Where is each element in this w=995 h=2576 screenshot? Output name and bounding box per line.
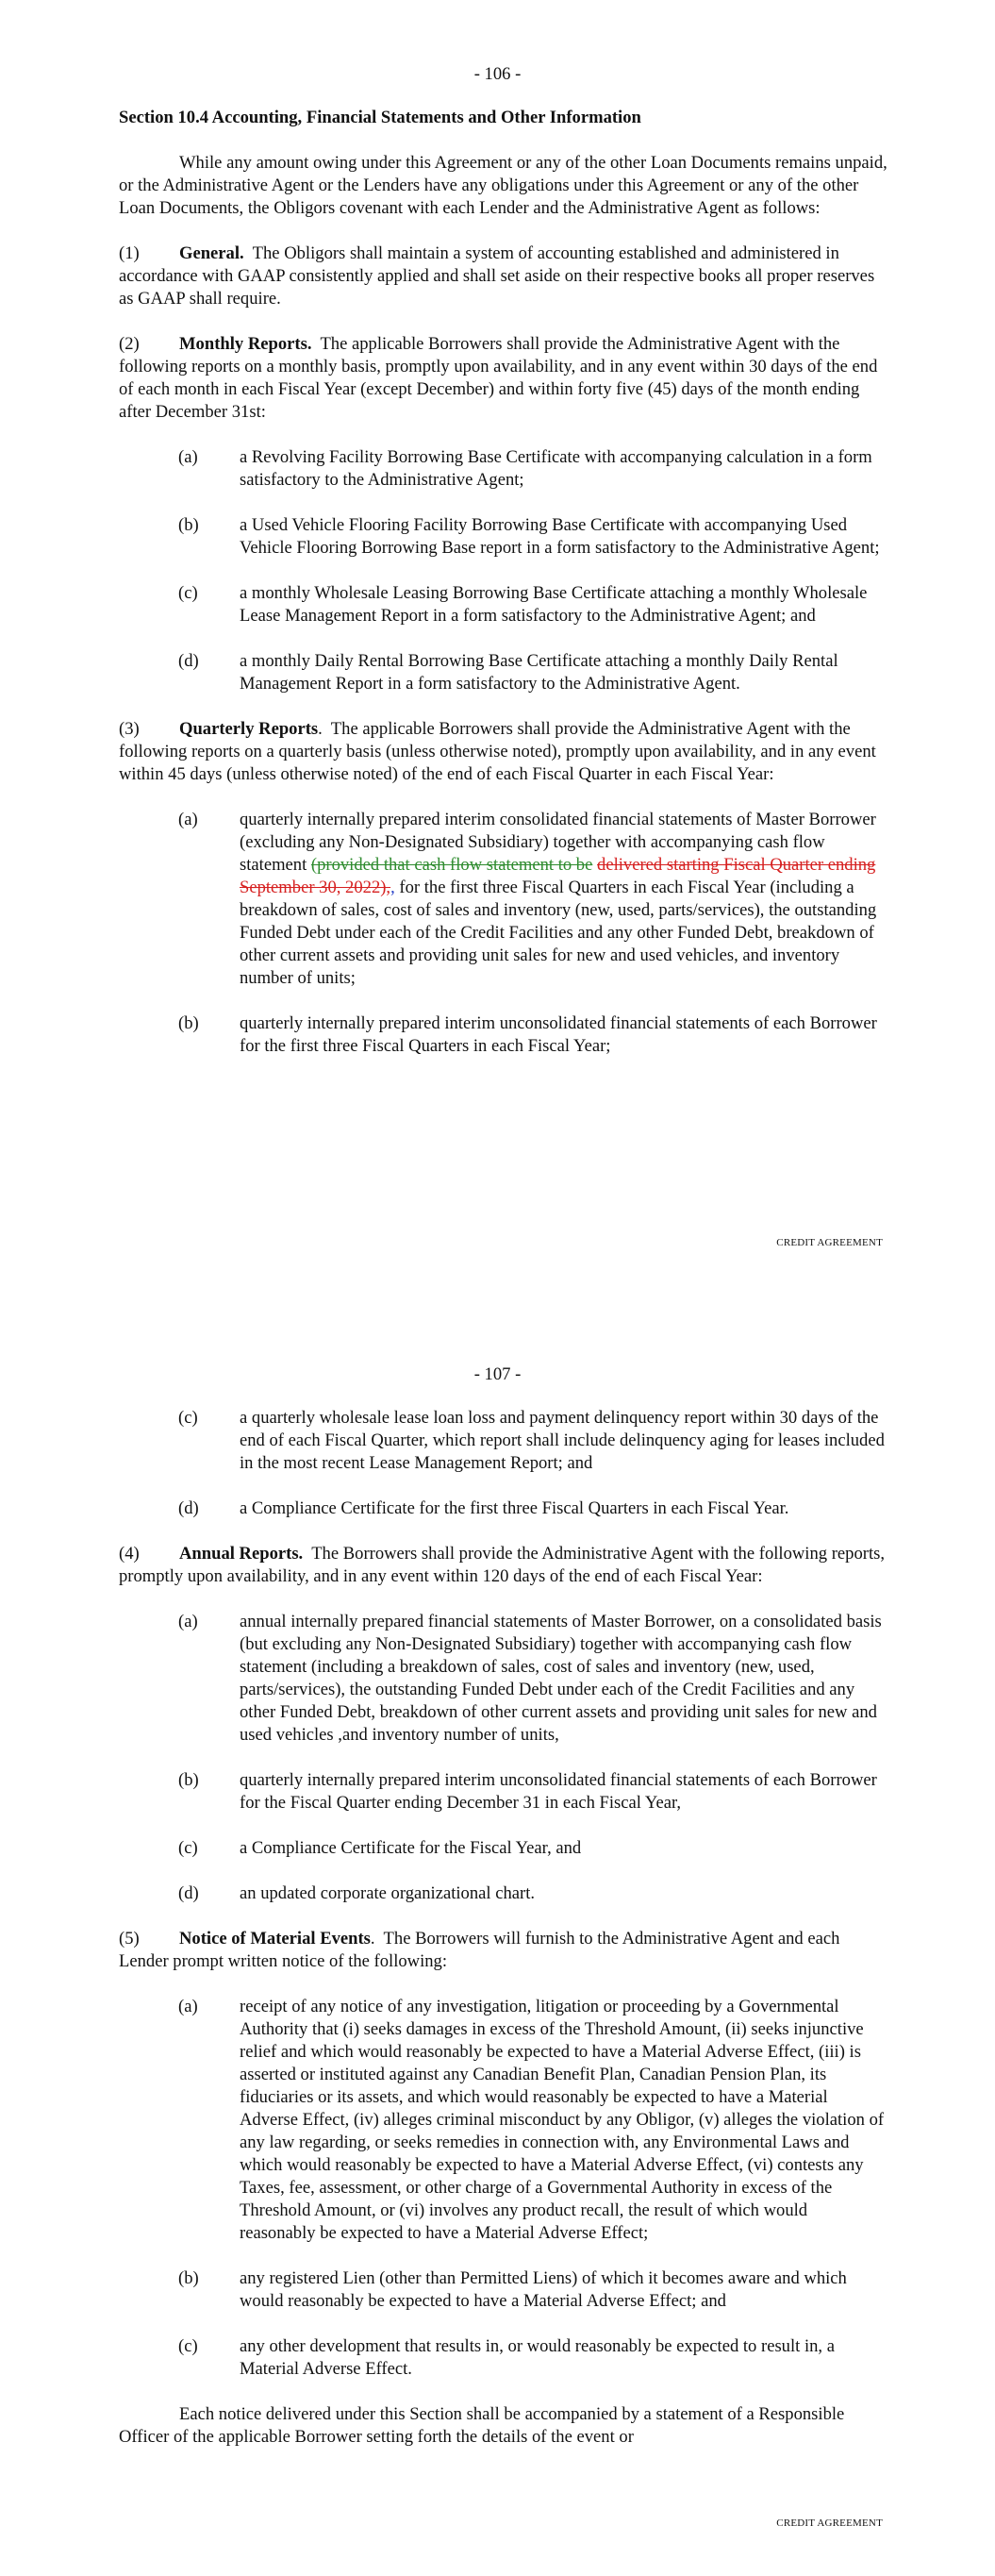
monthly-reports-paragraph	[119, 333, 887, 424]
closing-paragraph: Each notice delivered under this Section shall be accompanied by a statement of a Responsible Officer of the applicable Borrower setting forth the details of the event or	[119, 2404, 845, 2447]
list-item	[178, 2335, 887, 2381]
list-item	[178, 1497, 887, 1520]
heading-punctuation: .	[318, 719, 323, 739]
item-label: (a)	[178, 1997, 198, 2016]
section-title: Section 10.4 Accounting, Financial Statements and Other Information	[119, 108, 641, 127]
item-label: (b)	[178, 1770, 199, 1790]
item-text: any registered Lien (other than Permitted Liens) of which it becomes aware and which would reasonably be expected to have a Material Adverse Effect; and	[240, 2268, 847, 2311]
list-item-tracked-changes	[178, 809, 887, 990]
item-label: (d)	[178, 651, 199, 671]
paragraph-heading: Notice of Material Events	[179, 1929, 371, 1949]
item-text: a monthly Daily Rental Borrowing Base Certificate attaching a monthly Daily Rental Management Report in a form satisfactory to the Administrative Agent.	[240, 651, 838, 694]
paragraph-text: The applicable Borrowers shall provide the Administrative Agent with the following reports on a quarterly basis (unless otherwise noted), promptly upon availability, and in any event within 45 days (unless otherwise noted) of the end of each Fiscal Quarter in each Fiscal Year:	[119, 719, 876, 784]
page-footer: CREDIT AGREEMENT	[776, 1237, 883, 1248]
item-text: a quarterly wholesale lease loan loss and payment delinquency report within 30 days of the end of each Fiscal Quarter, which report shall include delinquency aging for leases included in the most recent Lease Management Report; and	[240, 1408, 885, 1473]
item-label: (b)	[178, 2268, 199, 2288]
deleted-text-red: delivered starting Fiscal Quarter ending September 30, 2022),	[240, 855, 876, 897]
item-text: quarterly internally prepared interim unconsolidated financial statements of each Borrower for the first three Fiscal Quarters in each Fiscal Year;	[240, 1013, 877, 1056]
list-item	[178, 1882, 887, 1905]
list-item	[178, 446, 887, 492]
list-item	[178, 1012, 887, 1058]
inserted-text: ,	[390, 878, 395, 897]
item-label: (c)	[178, 1408, 198, 1428]
general-paragraph	[119, 243, 887, 310]
intro-paragraph: While any amount owing under this Agreement or any of the other Loan Documents remains unpaid, or the Administrative Agent or the Lenders have any obligations under this Agreement or any of the other Loan Documents, the Obligors covenant with each Lender and the Administrative Agent as follows:	[119, 153, 887, 218]
item-text: a Compliance Certificate for the first three Fiscal Quarters in each Fiscal Year.	[240, 1498, 789, 1518]
paragraph-text: The applicable Borrowers shall provide the Administrative Agent with the following reports on a monthly basis, promptly upon availability, and in any event within 30 days of the end of each month in each Fiscal Year (except December) and within forty five (45) days of the month ending after December 31st:	[119, 334, 878, 422]
paragraph-text: The Borrowers will furnish to the Administrative Agent and each Lender prompt written notice of the following:	[119, 1929, 840, 1971]
paragraph-number: (1)	[119, 243, 140, 263]
heading-punctuation: .	[370, 1929, 375, 1949]
item-text: a Used Vehicle Flooring Facility Borrowing Base Certificate with accompanying Used Vehicle Flooring Borrowing Base report in a form satisfactory to the Administrative Agent;	[240, 515, 880, 558]
page-107	[0, 1288, 995, 2576]
page-number: - 106 -	[473, 64, 522, 84]
item-text: a Compliance Certificate for the Fiscal Year, and	[240, 1838, 582, 1858]
list-item	[178, 2267, 887, 2313]
material-events-paragraph	[119, 1928, 887, 1973]
paragraph-heading: Monthly Reports.	[179, 334, 312, 354]
item-label: (a)	[178, 447, 198, 467]
item-text: quarterly internally prepared interim consolidated financial statements of Master Borrower (excluding any Non-Designated Subsidiary) together with accompanying cash flow statement	[240, 810, 876, 875]
list-item	[178, 514, 887, 560]
item-label: (a)	[178, 810, 198, 829]
list-item	[178, 1837, 887, 1860]
item-label: (c)	[178, 583, 198, 603]
paragraph-number: (4)	[119, 1544, 140, 1564]
annual-reports-paragraph	[119, 1543, 887, 1588]
item-label: (d)	[178, 1883, 199, 1903]
paragraph-number: (5)	[119, 1929, 140, 1949]
item-text: quarterly internally prepared interim unconsolidated financial statements of each Borrower for the Fiscal Quarter ending December 31 in each Fiscal Year,	[240, 1770, 877, 1813]
item-label: (d)	[178, 1498, 199, 1518]
paragraph-text: The Borrowers shall provide the Administrative Agent with the following reports, promptly upon availability, and in any event within 120 days of the end of each Fiscal Year:	[119, 1544, 885, 1586]
list-item	[178, 1407, 887, 1475]
item-label: (b)	[178, 515, 199, 535]
item-text: a monthly Wholesale Leasing Borrowing Base Certificate attaching a monthly Wholesale Lease Management Report in a form satisfactory to the Administrative Agent; and	[240, 583, 868, 626]
list-item	[178, 1996, 887, 2245]
quarterly-reports-paragraph	[119, 718, 887, 786]
item-text: an updated corporate organizational chart.	[240, 1883, 536, 1903]
item-label: (a)	[178, 1612, 198, 1631]
paragraph-text: The Obligors shall maintain a system of accounting established and administered in accordance with GAAP consistently applied and shall set aside on their respective books all proper reserves as GAAP shall require.	[119, 243, 875, 309]
page-body	[119, 1407, 887, 2449]
item-label: (c)	[178, 1838, 198, 1858]
item-text: a Revolving Facility Borrowing Base Certificate with accompanying calculation in a form satisfactory to the Administrative Agent;	[240, 447, 872, 490]
item-text: receipt of any notice of any investigation, litigation or proceeding by a Governmental Authority that (i) seeks damages in excess of the Threshold Amount, (ii) seeks injunctive relief and which would reasonably be expected to have a Material Adverse Effect, (iii) is asserted or instituted against any Canadian Benefit Plan, Canadian Pension Plan, its fiduciaries or its assets, and which would reasonably be expected to have a Material Adverse Effect, (iv) alleges criminal misconduct by any Obligor, (v) alleges the violation of any law regarding, or seeks remedies in connection with, any Environmental Laws and which would reasonably be expected to have a Material Adverse Effect, (vi) contests any Taxes, fee, assessment, or other charge of a Governmental Authority in excess of the Threshold Amount, or (vi) involves any product recall, the result of which would reasonably be expected to have a Material Adverse Effect;	[240, 1997, 885, 2243]
page-number: - 107 -	[473, 1364, 522, 1384]
paragraph-number: (2)	[119, 334, 140, 354]
paragraph-number: (3)	[119, 719, 140, 739]
list-item	[178, 1769, 887, 1815]
page-footer: CREDIT AGREEMENT	[776, 2517, 883, 2529]
item-label: (c)	[178, 2336, 198, 2356]
paragraph-heading: Quarterly Reports	[179, 719, 319, 739]
page-body	[119, 107, 887, 1058]
item-label: (b)	[178, 1013, 199, 1033]
list-item	[178, 582, 887, 627]
item-text-continued: for the first three Fiscal Quarters in each Fiscal Year (including a breakdown of sales, cost of sales and inventory (new, used, parts/services), the outstanding Funded Debt under each of the Credit Facilities and any other Funded Debt, breakdown of other current assets and providing unit sales for new and used vehicles, and inventory number of units;	[240, 878, 877, 988]
paragraph-heading: Annual Reports.	[179, 1544, 304, 1564]
item-text: any other development that results in, or would reasonably be expected to result in, a Material Adverse Effect.	[240, 2336, 835, 2379]
list-item	[178, 1611, 887, 1747]
deleted-text-green: (provided that cash flow statement to be	[310, 855, 593, 875]
paragraph-heading: General.	[179, 243, 244, 263]
item-text: annual internally prepared financial statements of Master Borrower, on a consolidated basis (but excluding any Non-Designated Subsidiary) together with accompanying cash flow statement (including a breakdown of sales, cost of sales and inventory (new, used, parts/services), the outstanding Funded Debt under each of the Credit Facilities and any other Funded Debt, breakdown of other current assets and providing unit sales for new and used vehicles ,and inventory number of units,	[240, 1612, 882, 1745]
list-item	[178, 650, 887, 695]
